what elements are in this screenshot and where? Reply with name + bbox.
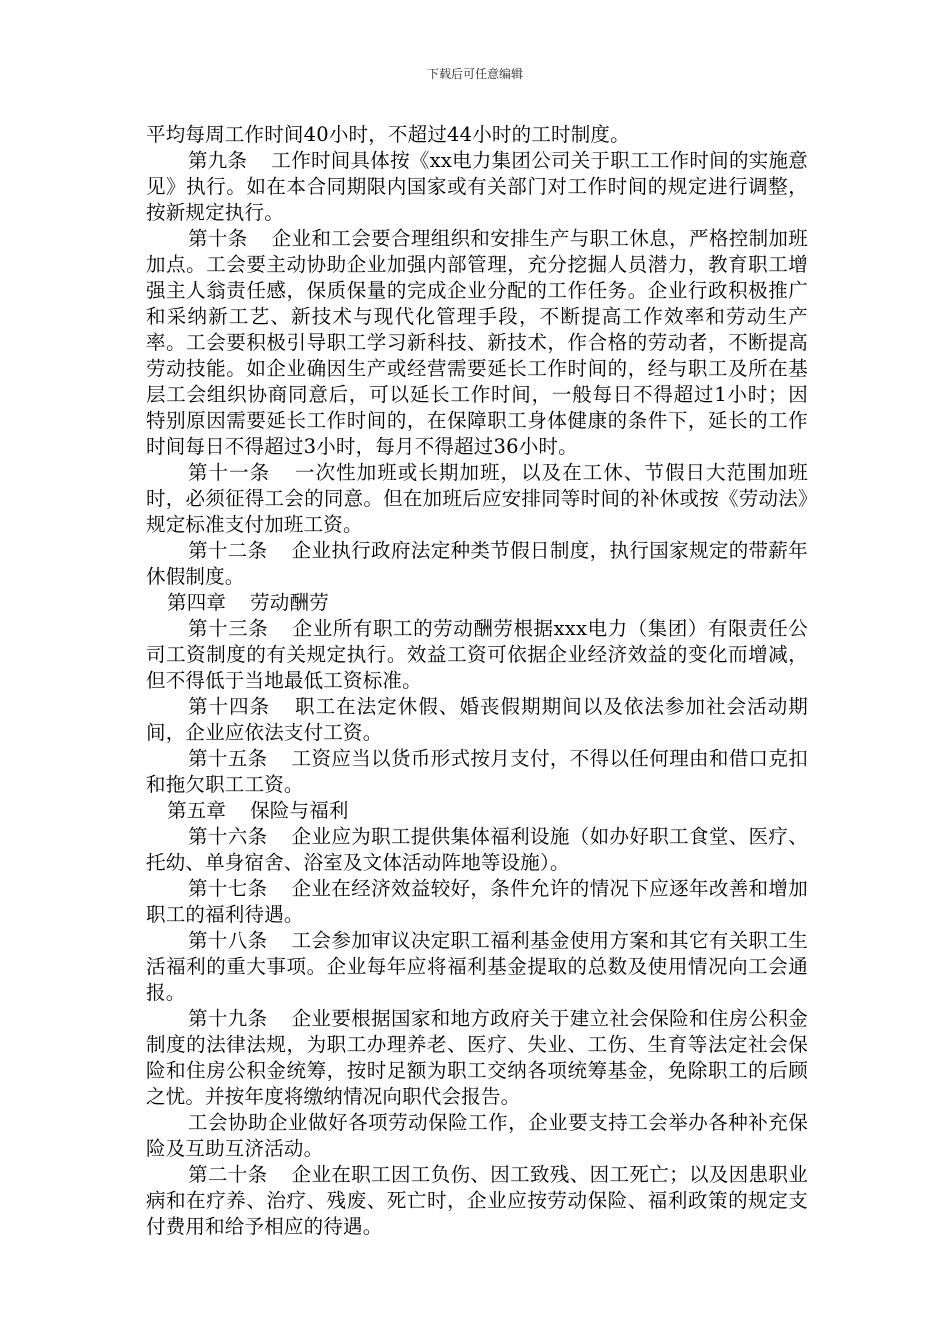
article-9 [146,148,808,226]
article-17 [146,876,808,928]
article-text: 工作时间具体按《xx电力集团公司关于职工工作时间的实施意见》执行。如在本合同期限内国家或有关部门对工作时间的规定进行调整，按新规定执行。 [146,149,808,224]
chapter-title: 劳动酬劳 [250,591,329,614]
article-label: 第十四条 [188,695,271,718]
article-18 [146,928,808,1006]
article-13 [146,616,808,694]
article-label: 第十五条 [188,747,268,770]
article-label: 第十一条 [188,461,271,484]
article-label: 第十九条 [188,1007,268,1030]
article-text: 企业执行政府法定种类节假日制度，执行国家规定的带薪年休假制度。 [146,539,808,588]
chapter-4-heading [146,590,808,616]
paragraph-text: 平均每周工作时间40小时，不超过44小时的工时制度。 [146,123,630,146]
chapter-label: 第四章 [167,591,227,614]
article-15 [146,746,808,798]
article-text: 职工在法定休假、婚丧假期期间以及依法参加社会活动期间，企业应依法支付工资。 [146,695,808,744]
article-text: 工资应当以货币形式按月支付，不得以任何理由和借口克扣和拖欠职工工资。 [146,747,808,796]
article-text: 企业在经济效益较好，条件允许的情况下应逐年改善和增加职工的福利待遇。 [146,877,808,926]
article-16 [146,824,808,876]
chapter-title: 保险与福利 [250,799,349,822]
paragraph-union-support [146,1110,808,1162]
page-header: 下载后可任意编辑 [426,67,523,81]
chapter-label: 第五章 [167,799,227,822]
article-label: 第十二条 [188,539,268,562]
article-12 [146,538,808,590]
article-text: 企业要根据国家和地方政府关于建立社会保险和住房公积金制度的法律法规，为职工办理养老、医疗、失业、工伤、生育等法定社会保险和住房公积金统筹，按时足额为职工交纳各项统筹基金，免除职工的后顾之忧。并按年度将缴纳情况向职代会报告。 [146,1007,808,1108]
article-label: 第九条 [188,149,248,172]
article-text: 企业和工会要合理组织和安排生产与职工休息，严格控制加班加点。工会要主动协助企业加强内部管理，充分挖掘人员潜力，教育职工增强主人翁责任感，保质保量的完成企业分配的工作任务。企业行政积极推广和采纳新工艺、新技术与现代化管理手段，不断提高工作效率和劳动生产率。工会要积极引导职工学习新科技、新技术，作合格的劳动者，不断提高劳动技能。如企业确因生产或经营需要延长工作时间的，经与职工及所在基层工会组织协商同意后，可以延长工作时间，一般每日不得超过1小时；因特别原因需要延长工作时间的，在保障职工身体健康的条件下，延长的工作时间每日不得超过3小时，每月不得超过36小时。 [146,227,808,458]
article-label: 第十六条 [188,825,268,848]
article-label: 第二十条 [188,1163,268,1186]
article-14 [146,694,808,746]
article-19 [146,1006,808,1110]
article-text: 一次性加班或长期加班，以及在工休、节假日大范围加班时，必须征得工会的同意。但在加班后应安排同等时间的补休或按《劳动法》规定标准支付加班工资。 [146,461,808,536]
article-label: 第十八条 [188,929,268,952]
chapter-5-heading [146,798,808,824]
article-label: 第十条 [188,227,248,250]
article-text: 企业在职工因工负伤、因工致残、因工死亡；以及因患职业病和在疗养、治疗、残废、死亡时，企业应按劳动保险、福利政策的规定支付费用和给予相应的待遇。 [146,1163,808,1238]
article-label: 第十七条 [188,877,268,900]
paragraph-continuation [146,122,808,148]
paragraph-text: 工会协助企业做好各项劳动保险工作，企业要支持工会举办各种补充保险及互助互济活动。 [146,1111,808,1160]
article-text: 企业应为职工提供集体福利设施（如办好职工食堂、医疗、托幼、单身宿舍、浴室及文体活动阵地等设施）。 [146,825,808,874]
article-10 [146,226,808,460]
article-20 [146,1162,808,1240]
article-label: 第十三条 [188,617,269,640]
article-text: 工会参加审议决定职工福利基金使用方案和其它有关职工生活福利的重大事项。企业每年应将福利基金提取的总数及使用情况向工会通报。 [146,929,808,1004]
article-11 [146,460,808,538]
article-text: 企业所有职工的劳动酬劳根据xxx电力（集团）有限责任公司工资制度的有关规定执行。效益工资可依据企业经济效益的变化而增减，但不得低于当地最低工资标准。 [146,617,808,692]
document-body [146,122,808,1240]
